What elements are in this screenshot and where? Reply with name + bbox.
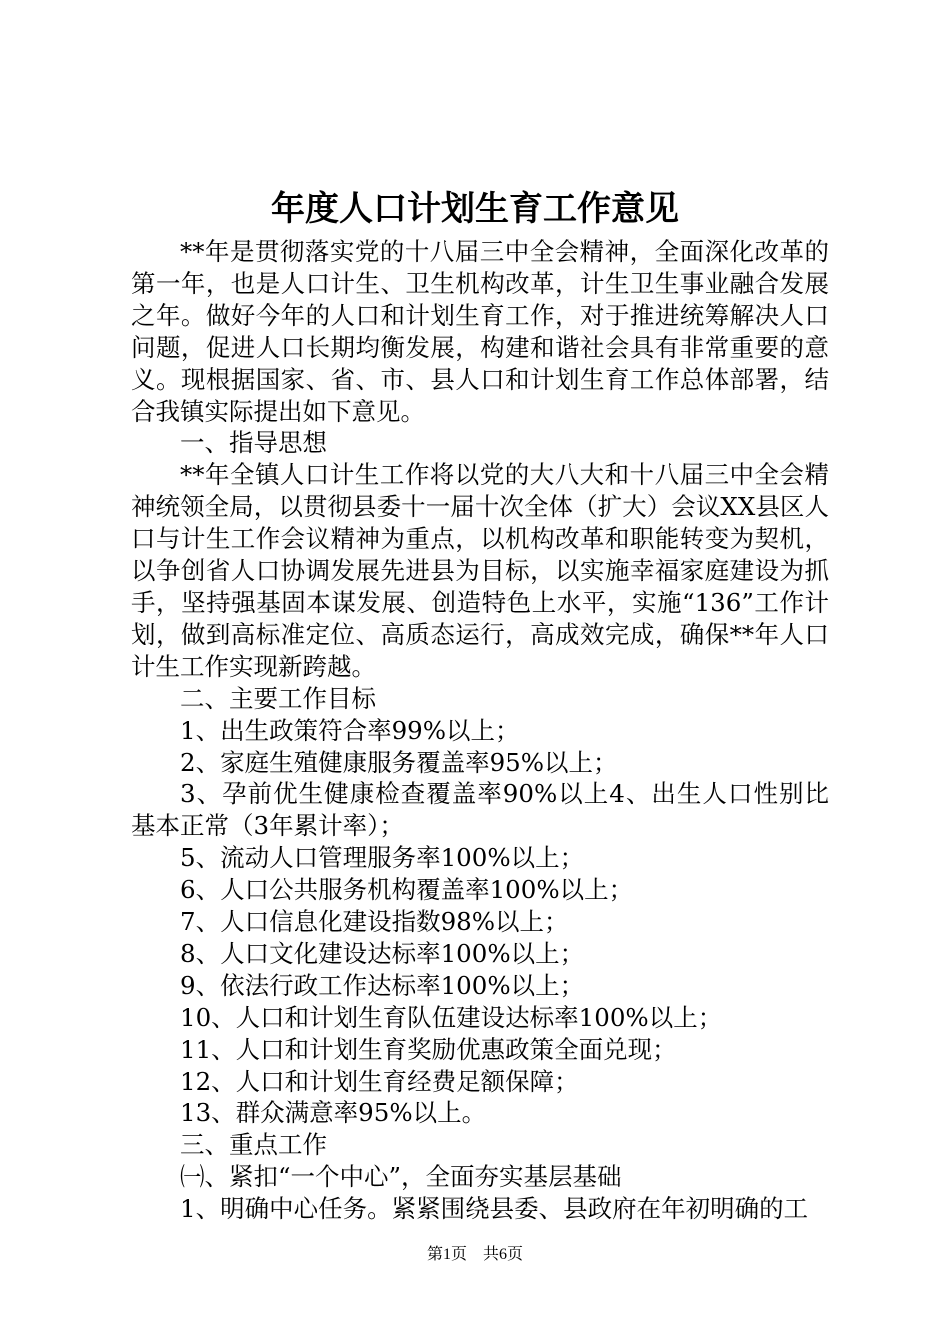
goal-item: 11、人口和计划生育奖励优惠政策全面兑现； — [180, 1034, 677, 1064]
goal-item: 3、孕前优生健康检查覆盖率90%以上4、出生人口性别比基本正常（3年累计率）； — [131, 779, 829, 841]
page-footer — [0, 1244, 950, 1266]
section-heading-guiding-ideology: 一、指导思想 — [180, 428, 327, 458]
goal-item: 13、群众满意率95%以上。 — [180, 1098, 487, 1128]
page-number-total: 共6页 — [483, 1246, 524, 1263]
goal-item: 2、家庭生殖健康服务覆盖率95%以上； — [180, 747, 618, 777]
guiding-ideology-paragraph: **年全镇人口计生工作将以党的大八大和十八届三中全会精神统领全局，以贯彻县委十一届十次全体（扩大）会议XX县区人口与计生工作会议精神为重点，以机构改革和职能转变为契机，以争创省人口协调发展先进县为目标，以实施幸福家庭建设为抓手，坚持强基固本谋发展、创造特色上水平，实施“136”工作计划，做到高标准定位、高质态运行，高成效完成，确保**年人口计生工作实现新跨越。 — [131, 460, 829, 681]
intro-paragraph: **年是贯彻落实党的十八届三中全会精神，全面深化改革的第一年，也是人口计生、卫生机构改革，计生卫生事业融合发展之年。做好今年的人口和计划生育工作，对于推进统筹解决人口问题，促进人口长期均衡发展，构建和谐社会具有非常重要的意义。现根据国家、省、市、县人口和计划生育工作总体部署，结合我镇实际提出如下意见。 — [131, 237, 829, 426]
page-number-current: 第1页 — [426, 1246, 467, 1263]
subsection-heading: ㈠、紧扣“一个中心”，全面夯实基层基础 — [180, 1162, 622, 1192]
goal-item: 9、依法行政工作达标率100%以上； — [180, 970, 585, 1000]
goal-item: 5、流动人口管理服务率100%以上； — [180, 843, 585, 873]
section-heading-key-work: 三、重点工作 — [180, 1130, 327, 1160]
goal-item: 10、人口和计划生育队伍建设达标率100%以上； — [180, 1002, 723, 1032]
goal-item: 6、人口公共服务机构覆盖率100%以上； — [180, 875, 634, 905]
document-title: 年度人口计划生育工作意见 — [271, 189, 679, 229]
goal-item: 12、人口和计划生育经费足额保障； — [180, 1066, 579, 1096]
document-body — [131, 236, 829, 1225]
goal-item: 1、出生政策符合率99%以上； — [180, 715, 520, 745]
goal-item: 8、人口文化建设达标率100%以上； — [180, 938, 585, 968]
section-heading-main-goals: 二、主要工作目标 — [180, 683, 376, 713]
key-work-paragraph: 1、明确中心任务。紧紧围绕县委、县政府在年初明确的工 — [180, 1194, 809, 1224]
goal-item: 7、人口信息化建设指数98%以上； — [180, 907, 569, 937]
